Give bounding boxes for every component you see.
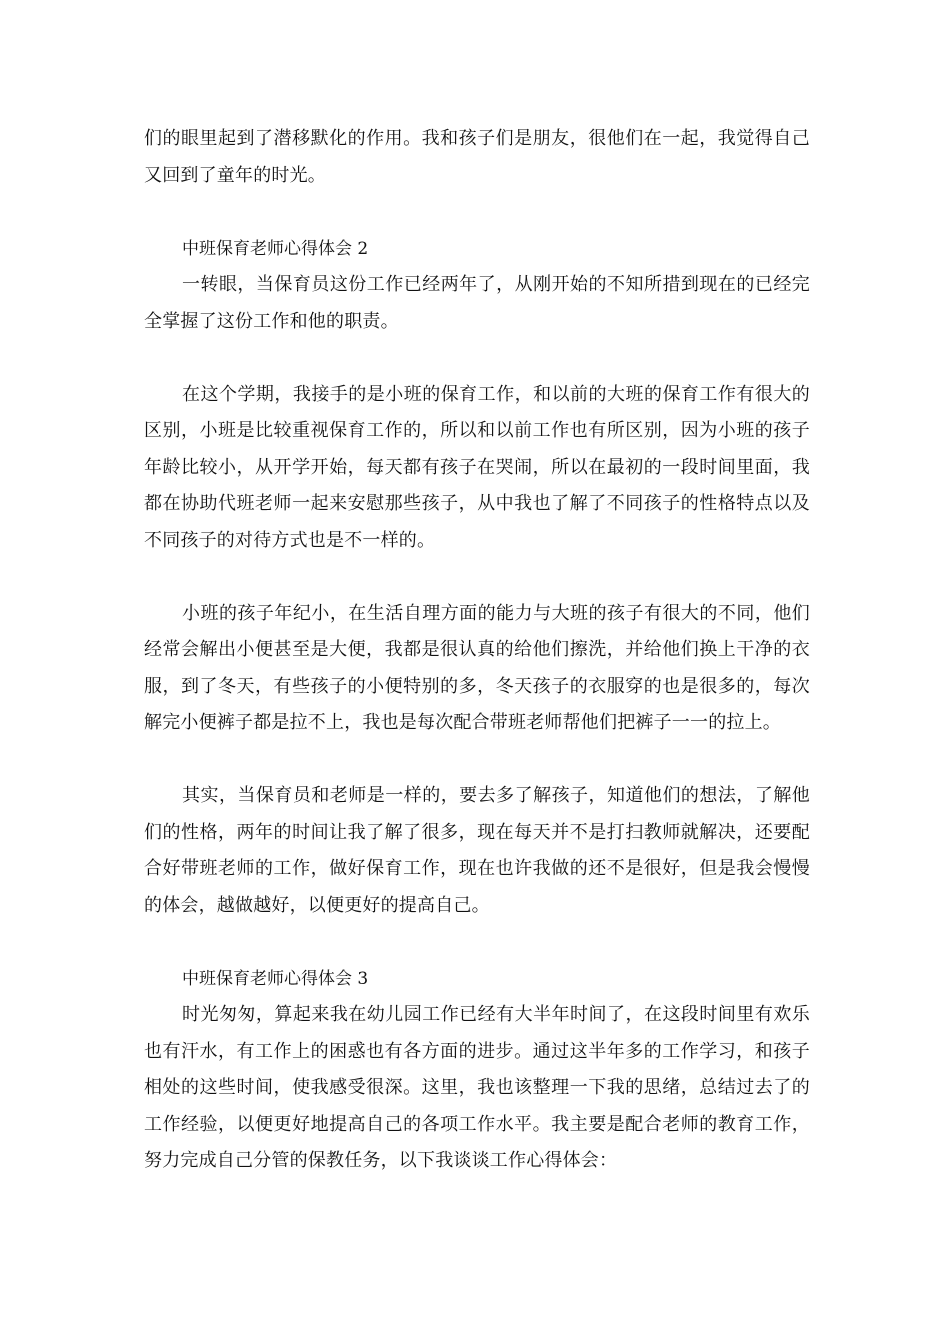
paragraph-gap: [144, 194, 810, 231]
paragraph: 小班的孩子年纪小，在生活自理方面的能力与大班的孩子有很大的不同，他们经常会解出小便甚至是大便，我都是很认真的给他们擦洗，并给他们换上干净的衣服，到了冬天，有些孩子的小便特别的多，冬天孩子的衣服穿的也是很多的，每次解完小便裤子都是拉不上，我也是每次配合带班老师帮他们把裤子一一的拉上。: [144, 602, 810, 733]
paragraph-gap: [144, 924, 810, 961]
paragraph: 时光匆匆，算起来我在幼儿园工作已经有大半年时间了，在这段时间里有欢乐也有汗水，有工作上的困惑也有各方面的进步。通过这半年多的工作学习，和孩子相处的这些时间，使我感受很深。这里，我也该整理一下我的思绪，总结过去了的工作经验，以便更好地提高自己的各项工作水平。我主要是配合老师的教育工作，努力完成自己分管的保教任务，以下我谈谈工作心得体会：: [144, 1004, 810, 1171]
document-page: [144, 121, 810, 1180]
paragraph: 其实，当保育员和老师是一样的，要去多了解孩子，知道他们的想法，了解他们的性格，两年的时间让我了解了很多，现在每天并不是打扫教师就解决，还要配合好带班老师的工作，做好保育工作，现在也许我做的还不是很好，但是我会慢慢的体会，越做越好，以便更好的提高自己。: [144, 785, 810, 916]
paragraph: 一转眼，当保育员这份工作已经两年了，从刚开始的不知所措到现在的已经完全掌握了这份工作和他的职责。: [144, 274, 810, 332]
paragraph-gap: [144, 340, 810, 377]
paragraph: 在这个学期，我接手的是小班的保育工作，和以前的大班的保育工作有很大的区别，小班是比较重视保育工作的，所以和以前工作也有所区别，因为小班的孩子年龄比较小，从开学开始，每天都有孩子在哭闹，所以在最初的一段时间里面，我都在协助代班老师一起来安慰那些孩子，从中我也了解了不同孩子的性格特点以及不同孩子的对待方式也是不一样的。: [144, 383, 810, 551]
section-heading-2: 中班保育老师心得体会 2: [182, 238, 369, 259]
section-heading-3: 中班保育老师心得体会 3: [182, 968, 369, 989]
paragraph-gap: [144, 559, 810, 596]
paragraph-continuation: 们的眼里起到了潜移默化的作用。我和孩子们是朋友，很他们在一起，我觉得自己又回到了童年的时光。: [144, 128, 810, 186]
paragraph-gap: [144, 742, 810, 779]
